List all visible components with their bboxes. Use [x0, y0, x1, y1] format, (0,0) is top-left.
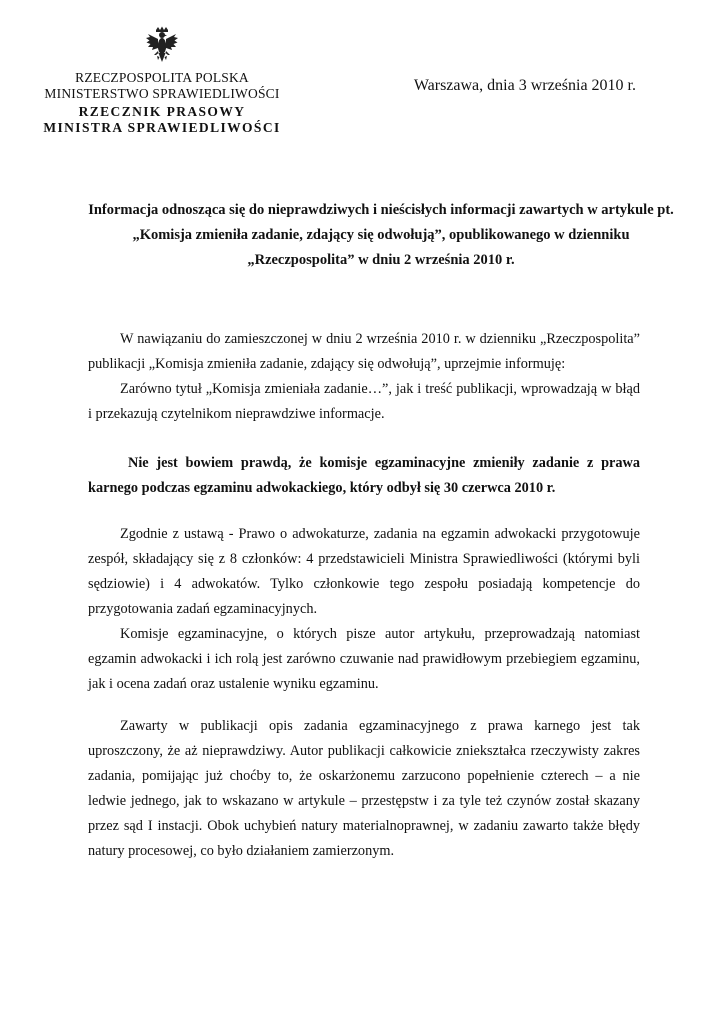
paragraph-team-composition: Zgodnie z ustawą - Prawo o adwokaturze, zadania na egzamin adwokacki przygotowuje zespół, składający się z 8 członków: 4 przedstawicieli Ministra Sprawiedliwości (którymi byli sędziowie) i 4 adwokatów. Tylko członkowie tego zespołu posiadają kompetencje do przygotowania zadań egzaminacyjnych. — [88, 526, 640, 617]
letterhead — [22, 26, 302, 136]
law-section — [88, 522, 640, 697]
paragraph-commission-role: Komisje egzaminacyjne, o których pisze autor artykułu, przeprowadzają natomiast egzamin adwokacki i ich rolą jest zarówno czuwanie nad prawidłowym przebiegiem egzaminu, jak i ocena zadań oraz ustalenie wyniku egzaminu. — [88, 626, 640, 692]
letterhead-ministry: MINISTERSTWO SPRAWIEDLIWOŚCI — [44, 86, 280, 101]
letterhead-press-officer: RZECZNIK PRASOWY — [78, 104, 246, 119]
letterhead-republic: RZECZPOSPOLITA POLSKA — [75, 70, 249, 85]
paragraph-task-description: Zawarty w publikacji opis zadania egzaminacyjnego z prawa karnego jest tak uproszczony, że aż nieprawdziwy. Autor publikacji całkowicie zniekształca rzeczywisty zakres zadania, pomijając już choćby to, że oskarżonemu zarzucono popełnienie czterech – a nie ledwie jednego, jak to wskazano w artykule – przestępstw i za tyle też czynów został skazany przez sąd I instacji. Obok uchybień natury materialnoprawnej, w zadaniu zawarto także błędy natury procesowej, co było działaniem zamierzonym. — [88, 718, 640, 859]
paragraph-misleading: Zarówno tytuł „Komisja zmieniała zadanie…”, jak i treść publikacji, wprowadzają w błąd i przekazują czytelnikom nieprawdziwe informacje. — [88, 381, 640, 422]
paragraph-key-statement: Nie jest bowiem prawdą, że komisje egzaminacyjne zmieniły zadanie z prawa karnego podczas egzaminu adwokackiego, który odbył się 30 czerwca 2010 r. — [88, 455, 640, 496]
key-statement-section — [88, 451, 640, 501]
place-and-date: Warszawa, dnia 3 września 2010 r. — [413, 77, 636, 94]
document-title: Informacja odnosząca się do nieprawdziwych i nieścisłych informacji zawartych w artykule pt. „Komisja zmieniła zadanie, zdający się odwołują”, opublikowanego w dzienniku „Rzeczpospolita” w dniu 2 września 2010 r. — [88, 202, 674, 268]
letterhead-minister: MINISTRA SPRAWIEDLIWOŚCI — [43, 120, 281, 135]
task-description-section — [88, 714, 640, 864]
intro-section — [88, 327, 640, 427]
paragraph-reference: W nawiązaniu do zamieszczonej w dniu 2 września 2010 r. w dzienniku „Rzeczpospolita” publikacji „Komisja zmieniła zadanie, zdający się odwołują”, uprzejmie informuję: — [88, 331, 640, 372]
polish-eagle-emblem-icon — [145, 26, 179, 66]
